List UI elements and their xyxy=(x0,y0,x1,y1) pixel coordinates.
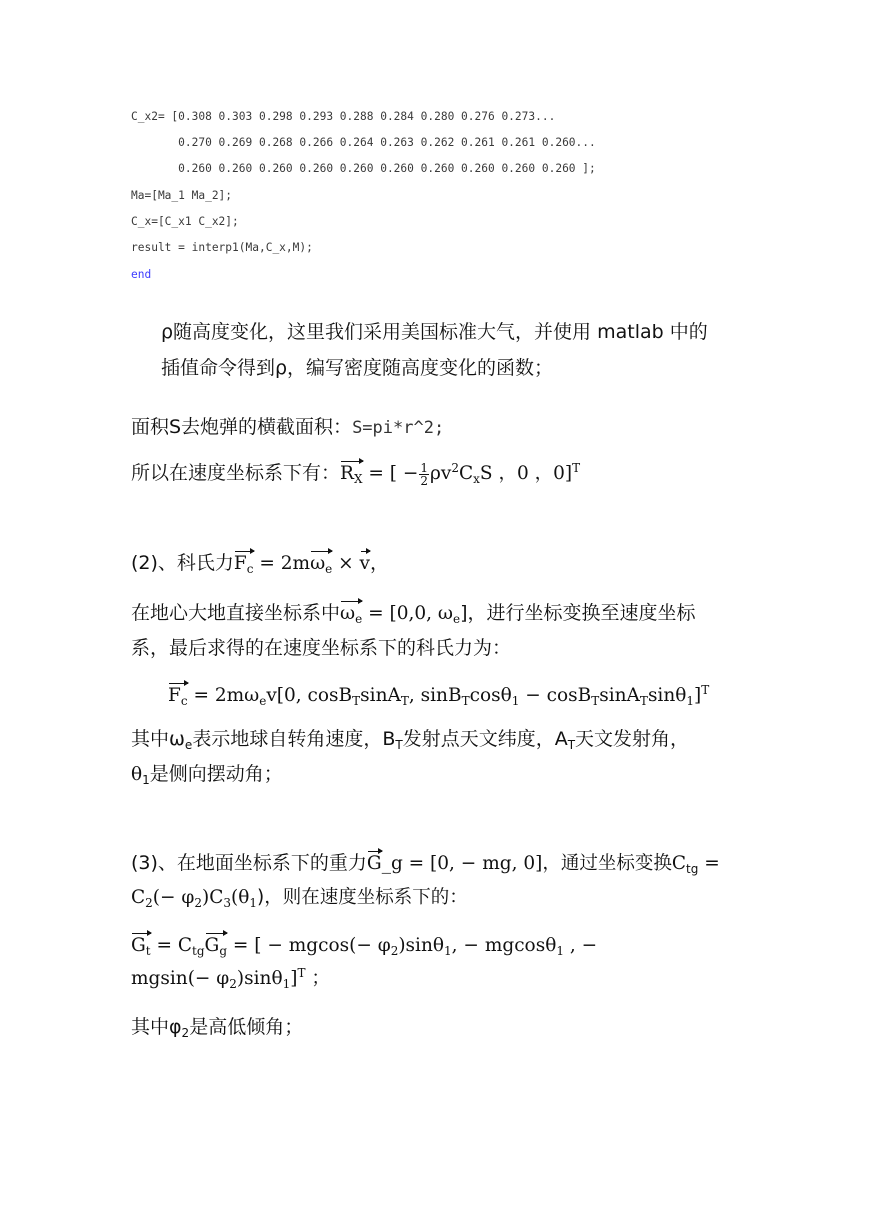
phi-explanation: 其中$\varphi_2$是高低倾角； xyxy=(131,1016,304,1040)
vector-Fc: $F_c$ xyxy=(233,553,254,576)
code-line: result = interp1(Ma,C_x,M); xyxy=(131,241,313,254)
gravity-line2: $C_2(- \varphi_2)C_3(\theta_1)$，则在速度坐标系下的： xyxy=(131,887,468,910)
vector-omega-e: $\omega_e$ xyxy=(340,603,363,626)
area-paragraph xyxy=(131,415,444,440)
area-text: 面积S去炮弹的横截面积： xyxy=(131,416,353,438)
earth-frame-line1: 在地心大地直接坐标系中$\omega_e = [0,0$, $\omega_e$]，进行坐标变换至速度坐标 xyxy=(131,602,696,626)
drag-formula: $R_X$ = [ − $\frac{1}{2}$ $\rho v^2C_xS$ ，0 ，0]$^T$ xyxy=(340,460,581,488)
coriolis-result-formula: $F_c = 2m\omega_ev[0$, cosB$_T$sinA$_T$, sinB$_T$cosθ$_1$ − cosB$_T$sinA$_T$sinθ$_1$]$^T$ xyxy=(168,683,710,708)
code-line: Ma=[Ma_1 Ma_2]; xyxy=(131,189,233,202)
vector-v: v xyxy=(359,553,370,574)
gravity-velocity-formula-line2: $mgsin(- \varphi_2)\sin\theta_1]^T$ ； xyxy=(131,966,330,991)
gravity-velocity-formula-line1: $G_t = C_{tg}G_g$ = [ − $mgcos(- \varphi_2)\sin\theta_1$, − mgcosθ$_1$ , − xyxy=(131,935,598,958)
code-line: C_x=[C_x1 C_x2]; xyxy=(131,215,239,228)
vector-omega-e: $\omega_e$ xyxy=(310,553,333,576)
paragraph-rho-line2: 插值命令得到ρ，编写密度随高度变化的函数； xyxy=(161,357,554,379)
coriolis-label: (2)、科氏力 xyxy=(131,552,234,574)
vector-G: G xyxy=(366,853,382,874)
drag-text: 所以在速度坐标系下有： xyxy=(131,462,341,484)
coriolis-formula: $F_c = 2m\omega_e \times v$ xyxy=(233,553,370,576)
earth-frame-line2: 系，最后求得的在速度坐标系下的科氏力为： xyxy=(131,637,512,659)
coriolis-paragraph: (2)、科氏力$F_c = 2m\omega_e \times v$， xyxy=(131,552,390,576)
half-fraction: $\frac{1}{2}$ xyxy=(420,460,429,488)
code-line: 0.260 0.260 0.260 0.260 0.260 0.260 0.260 0.260 0.260 0.260 ]; xyxy=(131,162,596,175)
paragraph-rho-line1: ρ随高度变化，这里我们采用美国标准大气，并使用 matlab 中的 xyxy=(161,321,708,343)
symbol-explanation-line2: $\theta_1$是侧向摆动角； xyxy=(131,763,283,787)
vector-Fc: $F_c$ xyxy=(168,685,188,708)
gravity-line1: (3)、在地面坐标系下的重力G_g = [0, − mg, 0]，通过坐标变换$C_{tg}$ = xyxy=(131,852,720,876)
drag-paragraph xyxy=(131,461,580,487)
symbol-explanation-line1: 其中$\omega_e$表示地球自转角速度，$B_T$发射点天文纬度，$A_T$天文发射角， xyxy=(131,728,690,752)
area-formula: S=pi*r^2; xyxy=(352,418,445,438)
vector-Gt: $G_t$ xyxy=(131,935,151,958)
code-line: C_x2= [0.308 0.303 0.298 0.293 0.288 0.284 0.280 0.276 0.273... xyxy=(131,110,556,123)
code-line: 0.270 0.269 0.268 0.266 0.264 0.263 0.262 0.261 0.261 0.260... xyxy=(131,136,596,149)
drag-vector-R: $R_X$ xyxy=(340,463,363,486)
vector-Gg: $G_g$ xyxy=(204,935,228,958)
code-keyword-end: end xyxy=(131,268,152,281)
